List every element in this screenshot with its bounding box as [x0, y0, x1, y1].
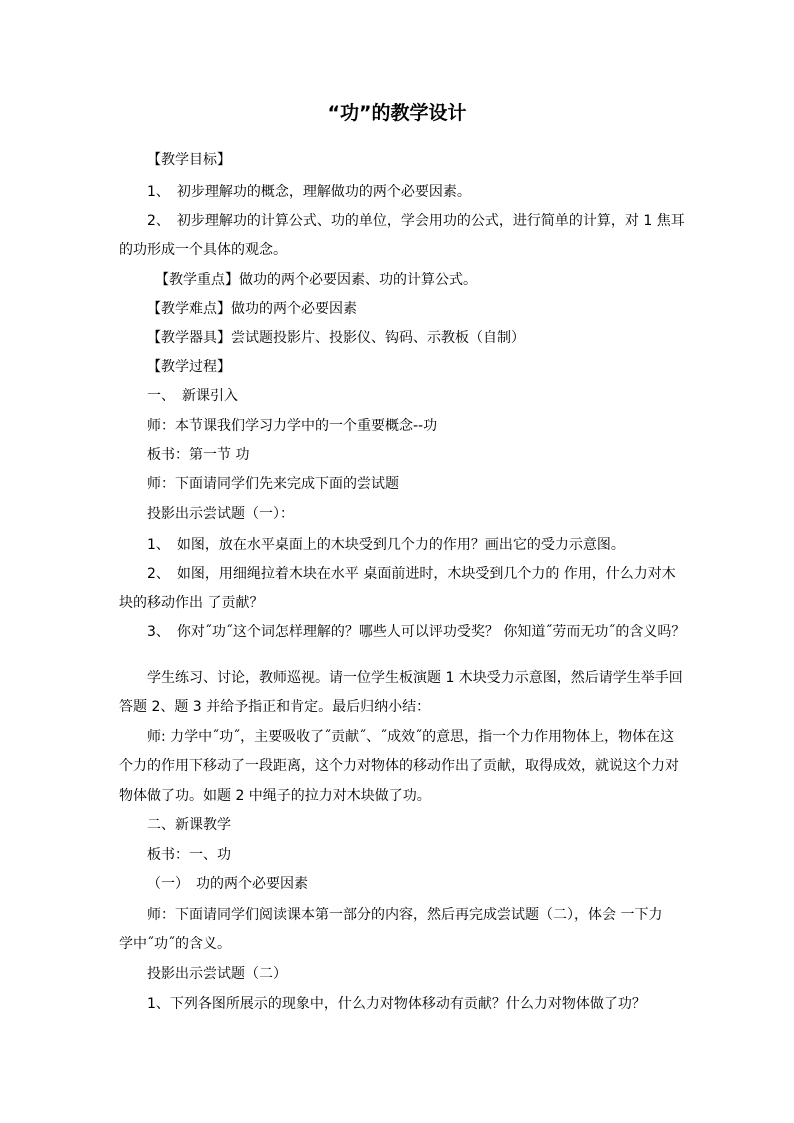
part-2-heading: 二、新课教学	[147, 817, 231, 833]
objective-2: 2、 初步理解功的计算公式、功的单位，学会用功的公式，进行简单的计算，对 1 焦耳	[147, 213, 685, 229]
teacher-line-2: 师：下面请同学们先来完成下面的尝试题	[147, 476, 399, 492]
summary-line-2: 个力的作用下移动了一段距离，这个力对物体的移动作出了贡献，取得成效，就说这个力对	[119, 758, 679, 774]
blackboard-line-2: 板书：一、功	[147, 847, 231, 863]
teaching-aids: 【教学器具】尝试题投影片、投影仪、钩码、示教板（自制）	[147, 330, 525, 346]
teacher-line-1: 师：本节课我们学习力学中的一个重要概念--功	[147, 418, 438, 434]
teacher-line-3: 师：下面请同学们阅读课本第一部分的内容，然后再完成尝试题（二），体会 一下力	[147, 907, 663, 923]
exercise-1-2-cont: 块的移动作出 了贡献？	[119, 595, 264, 611]
activity-line-1: 学生练习、讨论，教师巡视。请一位学生板演题 1 木块受力示意图，然后请学生举手回	[147, 670, 683, 686]
subsection-1-heading: （一） 功的两个必要因素	[147, 876, 308, 892]
summary-line-1: 师: 力学中˝功˝，主要吸收了˝贡献˝、˝成效˝的意思，指一个力作用物体上，物体在这	[147, 729, 675, 745]
projection-1: 投影出示尝试题（一）：	[147, 506, 294, 522]
blackboard-line-1: 板书：第一节 功	[147, 447, 250, 463]
exercise-1-3: 3、 你对˝功˝这个词怎样理解的？哪些人可以评功受奖？ 你知道˝劳而无功˝的含义吗？	[147, 624, 686, 640]
objective-2-cont: 的功形成一个具体的观念。	[119, 242, 287, 258]
section-heading-objectives: 【教学目标】	[147, 152, 231, 168]
exercise-2-1: 1、下列各图所展示的现象中，什么力对物体移动有贡献？什么力对物体做了功？	[147, 996, 646, 1012]
activity-line-2: 答题 2、题 3 并给予指正和肯定。最后归纳小结：	[119, 699, 431, 715]
exercise-1-2: 2、 如图，用细绳拉着木块在水平 桌面前进时，木块受到几个力的 作用，什么力对木	[147, 566, 676, 582]
projection-2: 投影出示尝试题（二）	[147, 966, 287, 982]
teacher-line-3-cont: 学中˝功˝的含义。	[119, 936, 231, 952]
part-1-heading: 一、 新课引入	[147, 388, 238, 404]
difficult-points: 【教学难点】做功的两个必要因素	[147, 301, 357, 317]
summary-line-3: 物体做了功。如题 2 中绳子的拉力对木块做了功。	[119, 788, 431, 804]
document-title: “功”的教学设计	[327, 102, 467, 124]
section-heading-process: 【教学过程】	[147, 359, 231, 375]
objective-1: 1、 初步理解功的概念，理解做功的两个必要因素。	[147, 184, 471, 200]
exercise-1-1: 1、 如图，放在水平桌面上的木块受到几个力的作用？画出它的受力示意图。	[147, 537, 625, 553]
key-points: 【教学重点】做功的两个必要因素、功的计算公式。	[155, 272, 477, 288]
